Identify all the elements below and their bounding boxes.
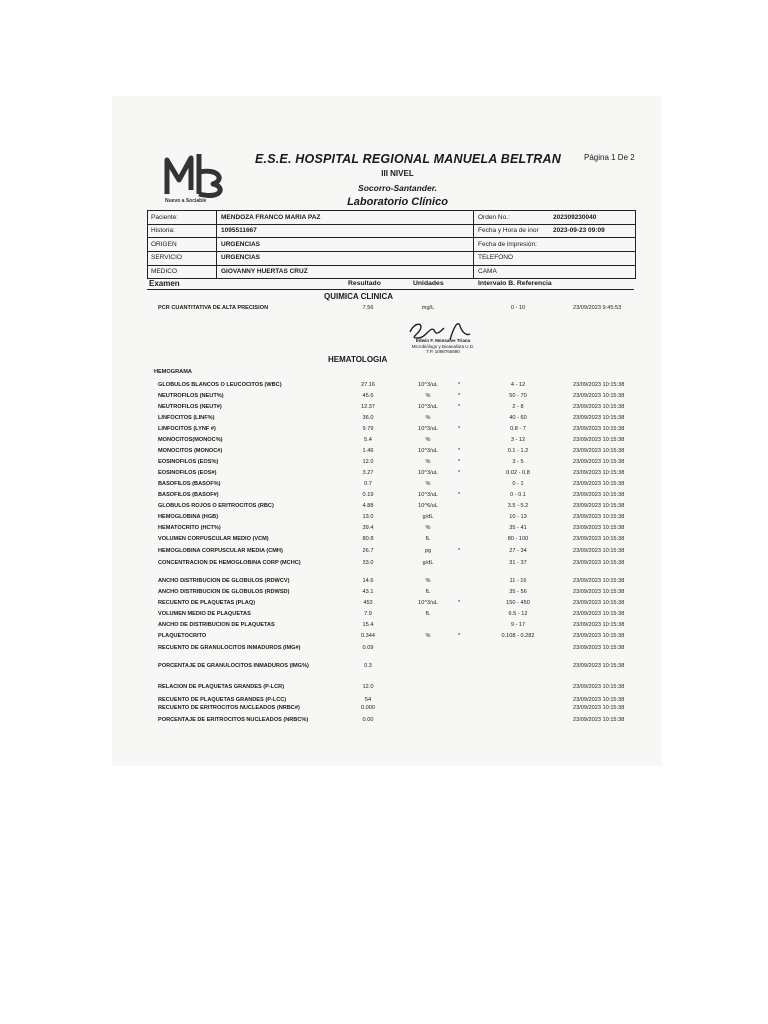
cell-ref: 3.5 - 5.2: [507, 503, 529, 509]
cell-flag: *: [458, 600, 461, 606]
cell-date: 23/09/2023 10:15:38: [573, 492, 625, 498]
cell-date: 23/09/2023 10:15:38: [573, 622, 625, 628]
cell-result: 5.4: [364, 437, 372, 443]
table-row: [158, 578, 638, 589]
cell-date: 23/09/2023 10:15:38: [573, 514, 625, 520]
table-row: [158, 404, 638, 415]
signature-license: T.P. 1098765890: [426, 349, 460, 354]
cell-name: RECUENTO DE PLAQUETAS (PLAQ): [158, 600, 256, 606]
table-row: [158, 622, 638, 633]
cell-date: 23/09/2023 10:15:38: [573, 426, 625, 432]
cell-unit: %: [425, 437, 431, 443]
cell-ref: 0.1 - 1.2: [507, 448, 529, 454]
cell-date: 23/09/2023 10:15:38: [573, 393, 625, 399]
cell-unit: pg: [424, 548, 432, 554]
cell-result: 0.000: [361, 705, 375, 711]
city: Socorro-Santander.: [358, 183, 437, 193]
cell-name: BASOFILOS (BASOF#): [158, 492, 219, 498]
cell-date: 23/09/2023 10:15:38: [573, 437, 625, 443]
cell-date: 23/09/2023 10:15:38: [573, 470, 625, 476]
cell-name: EOSINOFILOS (EOS#): [158, 470, 217, 476]
cell-unit: %: [425, 415, 431, 421]
cell-date: 23/09/2023 10:15:38: [573, 382, 625, 388]
cell-flag: *: [458, 548, 461, 554]
cell-unit: g/dL: [422, 514, 434, 520]
hematologia-title: HEMATOLOGIA: [328, 355, 388, 364]
cell-date: 23/09/2023 10:15:38: [573, 633, 625, 639]
cell-result: 0.00: [362, 717, 374, 723]
cell-ref: 6.5 - 12: [508, 611, 528, 617]
cell-unit: %: [425, 578, 431, 584]
cell-result: 9.79: [362, 426, 374, 432]
cell-unit: 10^6/uL: [418, 503, 438, 509]
cell-result: 54: [364, 697, 372, 703]
lab-title: Laboratorio Clínico: [347, 196, 448, 208]
cell-unit: 10^3/uL: [418, 382, 438, 388]
cell-ref: 150 - 450: [506, 600, 530, 606]
cell-unit: 10^3/uL: [418, 492, 438, 498]
cell-result: 0.344: [361, 633, 375, 639]
logo-caption: Nuevo a Sociable: [165, 198, 207, 204]
cell-unit: %: [425, 481, 431, 487]
cell-name: RECUENTO DE ERITROCITOS NUCLEADOS (NRBC#): [158, 705, 300, 711]
cell-ref: 0 - 1: [512, 481, 524, 487]
signature-title: Microbiólogo y Bioanalista U.D.: [411, 344, 475, 349]
cell-unit: %: [425, 459, 431, 465]
cell-date: 23/09/2023 10:15:38: [573, 645, 625, 651]
cell-unit: 10^3/uL: [418, 448, 438, 454]
table-row: [158, 684, 638, 695]
cell-flag: *: [458, 404, 461, 410]
origen-label: ORIGEN: [151, 241, 177, 248]
col-intervalo: Intervalo B. Referencia: [478, 280, 552, 287]
cell-date: 23/09/2023 10:15:38: [573, 717, 625, 723]
medico-label: MEDICO: [151, 268, 177, 275]
signature-name: Edwin F. Monsalve Triana: [415, 338, 471, 343]
cell-flag: *: [458, 393, 461, 399]
page-info: Página 1 De 2: [584, 153, 635, 162]
cell-ref: 50 - 70: [509, 393, 527, 399]
col-unidades: Unidades: [413, 280, 444, 287]
cell-result: 12.37: [361, 404, 375, 410]
table-row: [158, 437, 638, 448]
cell-date: 23/09/2023 10:15:38: [573, 536, 625, 542]
cell-result: 13.0: [362, 514, 374, 520]
cell-date: 23/09/2023 10:15:38: [573, 611, 625, 617]
cell-unit: %: [425, 525, 431, 531]
table-row: [158, 536, 638, 547]
table-row: [158, 548, 638, 559]
table-row: [158, 415, 638, 426]
cell-date: 23/09/2023 10:15:38: [573, 705, 625, 711]
table-row: [158, 492, 638, 503]
table-row: [158, 382, 638, 393]
cell-ref: 4 - 12: [510, 382, 526, 388]
cell-name: GLOBULOS BLANCOS O LEUCOCITOS (WBC): [158, 382, 282, 388]
table-row: [158, 459, 638, 470]
cell-unit: %: [425, 393, 431, 399]
cell-date: 23/09/2023 10:15:38: [573, 481, 625, 487]
cell-name: ANCHO DISTRIBUCION DE GLOBULOS (RDWCV): [158, 578, 290, 584]
table-row: [158, 663, 638, 674]
fecha-value: 2023-09-23 09:09: [553, 227, 605, 234]
cell-name: ANCHO DE DISTRIBUCION DE PLAQUETAS: [158, 622, 275, 628]
cell-result: 0.19: [362, 492, 374, 498]
cell-date: 23/09/2023 10:15:38: [573, 578, 625, 584]
cell-date: 23/09/2023 10:15:38: [573, 600, 625, 606]
cell-ref: 3 - 12: [510, 437, 526, 443]
cell-name: MONOCITOS (MONOC#): [158, 448, 223, 454]
table-row: [158, 503, 638, 514]
cell-date: 23/09/2023 10:15:38: [573, 415, 625, 421]
table-row: [158, 600, 638, 611]
cell-ref: 31 - 37: [509, 560, 527, 566]
cell-result: 12.0: [362, 459, 374, 465]
cell-ref: 35 - 56: [509, 589, 527, 595]
cell-result: 12.0: [362, 684, 374, 690]
table-row: [158, 611, 638, 622]
cell-name: HEMATOCRITO (HCT%): [158, 525, 221, 531]
cell-date: 23/09/2023 10:15:38: [573, 525, 625, 531]
paciente-value: MENDOZA FRANCO MARIA PAZ: [221, 214, 321, 221]
servicio-value: URGENCIAS: [221, 254, 261, 261]
cell-name: HEMOGLOBINA (HGB): [158, 514, 219, 520]
table-row: [158, 560, 638, 571]
cell-ref: 0.8 - 7: [510, 426, 526, 432]
cell-flag: *: [458, 382, 461, 388]
cell-ref: 27 - 34: [509, 548, 527, 554]
table-row: [158, 717, 638, 728]
cell-result: 36.0: [362, 415, 374, 421]
cell-name: CONCENTRACION DE HEMOGLOBINA CORP (MCHC): [158, 560, 301, 566]
historia-value: 1095511667: [221, 227, 257, 234]
cell-name: LINFOCITOS (LYNF #): [158, 426, 216, 432]
telefono-label: TELEFONO: [478, 254, 514, 261]
cell-name: RELACION DE PLAQUETAS GRANDES (P-LCR): [158, 684, 285, 690]
cell-result: 7.9: [364, 611, 372, 617]
cell-name: NEUTROFILOS (NEUT%): [158, 393, 224, 399]
cell-name: ANCHO DISTRIBUCION DE GLOBULOS (RDWSD): [158, 589, 290, 595]
quimica-title: QUIMICA CLINICA: [324, 292, 394, 301]
cell-flag: *: [458, 459, 461, 465]
cell-result: 26.7: [362, 548, 374, 554]
table-row: [158, 426, 638, 437]
cell-name: BASOFILOS (BASOF%): [158, 481, 221, 487]
table-row: [158, 448, 638, 459]
cell-name: NEUTROFILOS (NEUT#): [158, 404, 222, 410]
cell-result: 39.4: [362, 525, 374, 531]
cell-name: LINFOCITOS (LINF%): [158, 415, 215, 421]
cell-ref: 9 - 17: [510, 622, 526, 628]
cell-flag: *: [458, 448, 461, 454]
cell-result: 15.4: [362, 622, 374, 628]
table-row: [158, 470, 638, 481]
cell-ref: 80 - 100: [507, 536, 529, 542]
cell-flag: *: [458, 633, 461, 639]
cell-name: RECUENTO DE PLAQUETAS GRANDES (P-LCC): [158, 697, 287, 703]
servicio-label: SERVICIO: [151, 254, 182, 261]
cell-result: 0.3: [364, 663, 372, 669]
cell-unit: 10^3/uL: [418, 404, 438, 410]
impresion-label: Fecha de impresión:: [478, 241, 537, 248]
cell-ref: 2 - 8: [512, 404, 524, 410]
cell-date: 23/09/2023 10:15:38: [573, 589, 625, 595]
cell-unit: 10^3/uL: [418, 600, 438, 606]
fecha-label: Fecha y Hora de inor: [478, 227, 539, 234]
hospital-logo: [163, 150, 233, 204]
cell-date: 23/09/2023 10:15:38: [573, 548, 625, 554]
cell-name: PORCENTAJE DE GRANULOCITOS INMADUROS (IMG%): [158, 663, 309, 669]
cell-unit: fL: [425, 536, 431, 542]
cell-ref: 40 - 60: [509, 415, 527, 421]
table-row: [158, 705, 638, 716]
table-row: [158, 514, 638, 525]
col-examen: Examen: [149, 279, 180, 288]
cell-result: 45.6: [362, 393, 374, 399]
orden-value: 202309230040: [553, 214, 597, 221]
cama-label: CAMA: [478, 268, 497, 275]
cell-date: 23/09/2023 10:15:38: [573, 684, 625, 690]
hemograma-subtitle: HEMOGRAMA: [154, 369, 192, 375]
cell-result: 33.0: [362, 560, 374, 566]
cell-unit: fL: [425, 589, 431, 595]
cell-result: 27.16: [361, 382, 375, 388]
table-row: [158, 645, 638, 656]
cell-date: 23/09/2023 10:15:38: [573, 560, 625, 566]
orden-label: Orden No.:: [478, 214, 510, 221]
level: III NIVEL: [381, 169, 414, 178]
cell-ref: 0.02 - 0.8: [506, 470, 530, 476]
cell-name: RECUENTO DE GRANULOCITOS INMADUROS (IMG#): [158, 645, 301, 651]
table-row: PCR CUANTITATIVA DE ALTA PRECISION 7.56 mg/L 0 - 10 23/09/2023 9:45:53: [158, 305, 622, 311]
cell-result: 3.27: [362, 470, 374, 476]
cell-date: 23/09/2023 10:15:38: [573, 448, 625, 454]
cell-result: 0.7: [364, 481, 372, 487]
cell-ref: 10 - 13: [509, 514, 527, 520]
col-resultado: Resultado: [348, 280, 381, 287]
table-row: [158, 393, 638, 404]
cell-ref: 0 - 0.1: [510, 492, 526, 498]
cell-name: VOLUMEN MEDIO DE PLAQUETAS: [158, 611, 251, 617]
header-divider: [147, 289, 634, 290]
cell-result: 0.09: [362, 645, 374, 651]
table-row: [158, 481, 638, 492]
cell-name: GLOBULOS ROJOS O ERITROCITOS (RBC): [158, 503, 274, 509]
hospital-name: E.S.E. HOSPITAL REGIONAL MANUELA BELTRAN: [255, 152, 561, 166]
table-row: [158, 525, 638, 536]
cell-unit: g/dL: [422, 560, 434, 566]
cell-name: MONOCITOS(MONOC%): [158, 437, 223, 443]
patient-info-box: [147, 210, 636, 279]
cell-date: 23/09/2023 10:15:38: [573, 663, 625, 669]
cell-unit: fL: [425, 611, 431, 617]
cell-unit: 10^3/uL: [418, 426, 438, 432]
cell-date: 23/09/2023 10:15:38: [573, 503, 625, 509]
cell-result: 453: [363, 600, 373, 606]
cell-result: 14.6: [362, 578, 374, 584]
cell-date: 23/09/2023 10:15:38: [573, 459, 625, 465]
origen-value: URGENCIAS: [221, 241, 261, 248]
cell-date: 23/09/2023 10:15:38: [573, 404, 625, 410]
paciente-label: Paciente:: [151, 214, 179, 221]
cell-name: EOSINOFILOS (EOS%): [158, 459, 219, 465]
cell-flag: *: [458, 492, 461, 498]
cell-name: PORCENTAJE DE ERITROCITOS NUCLEADOS (NRBC%): [158, 717, 309, 723]
cell-flag: *: [458, 426, 461, 432]
cell-unit: 10^3/uL: [418, 470, 438, 476]
cell-result: 80.8: [362, 536, 374, 542]
cell-ref: 0.108 - 0.282: [501, 633, 535, 639]
table-row: [158, 589, 638, 600]
table-row: [158, 633, 638, 644]
cell-unit: %: [425, 633, 431, 639]
cell-name: VOLUMEN CORPUSCULAR MEDIO (VCM): [158, 536, 269, 542]
cell-result: 4.88: [362, 503, 374, 509]
cell-ref: 35 - 41: [509, 525, 527, 531]
cell-result: 1.46: [362, 448, 374, 454]
cell-name: HEMOGLOBINA CORPUSCULAR MEDIA (CMH): [158, 548, 283, 554]
historia-label: Historia:: [151, 227, 175, 234]
cell-ref: 11 - 16: [509, 578, 527, 584]
medico-value: GIOVANNY HUERTAS CRUZ: [221, 268, 308, 275]
cell-name: PLAQUETOCRITO: [158, 633, 207, 639]
cell-ref: 3 - 5: [512, 459, 524, 465]
cell-flag: *: [458, 470, 461, 476]
cell-date: 23/09/2023 10:15:38: [573, 697, 625, 703]
cell-result: 43.1: [362, 589, 374, 595]
